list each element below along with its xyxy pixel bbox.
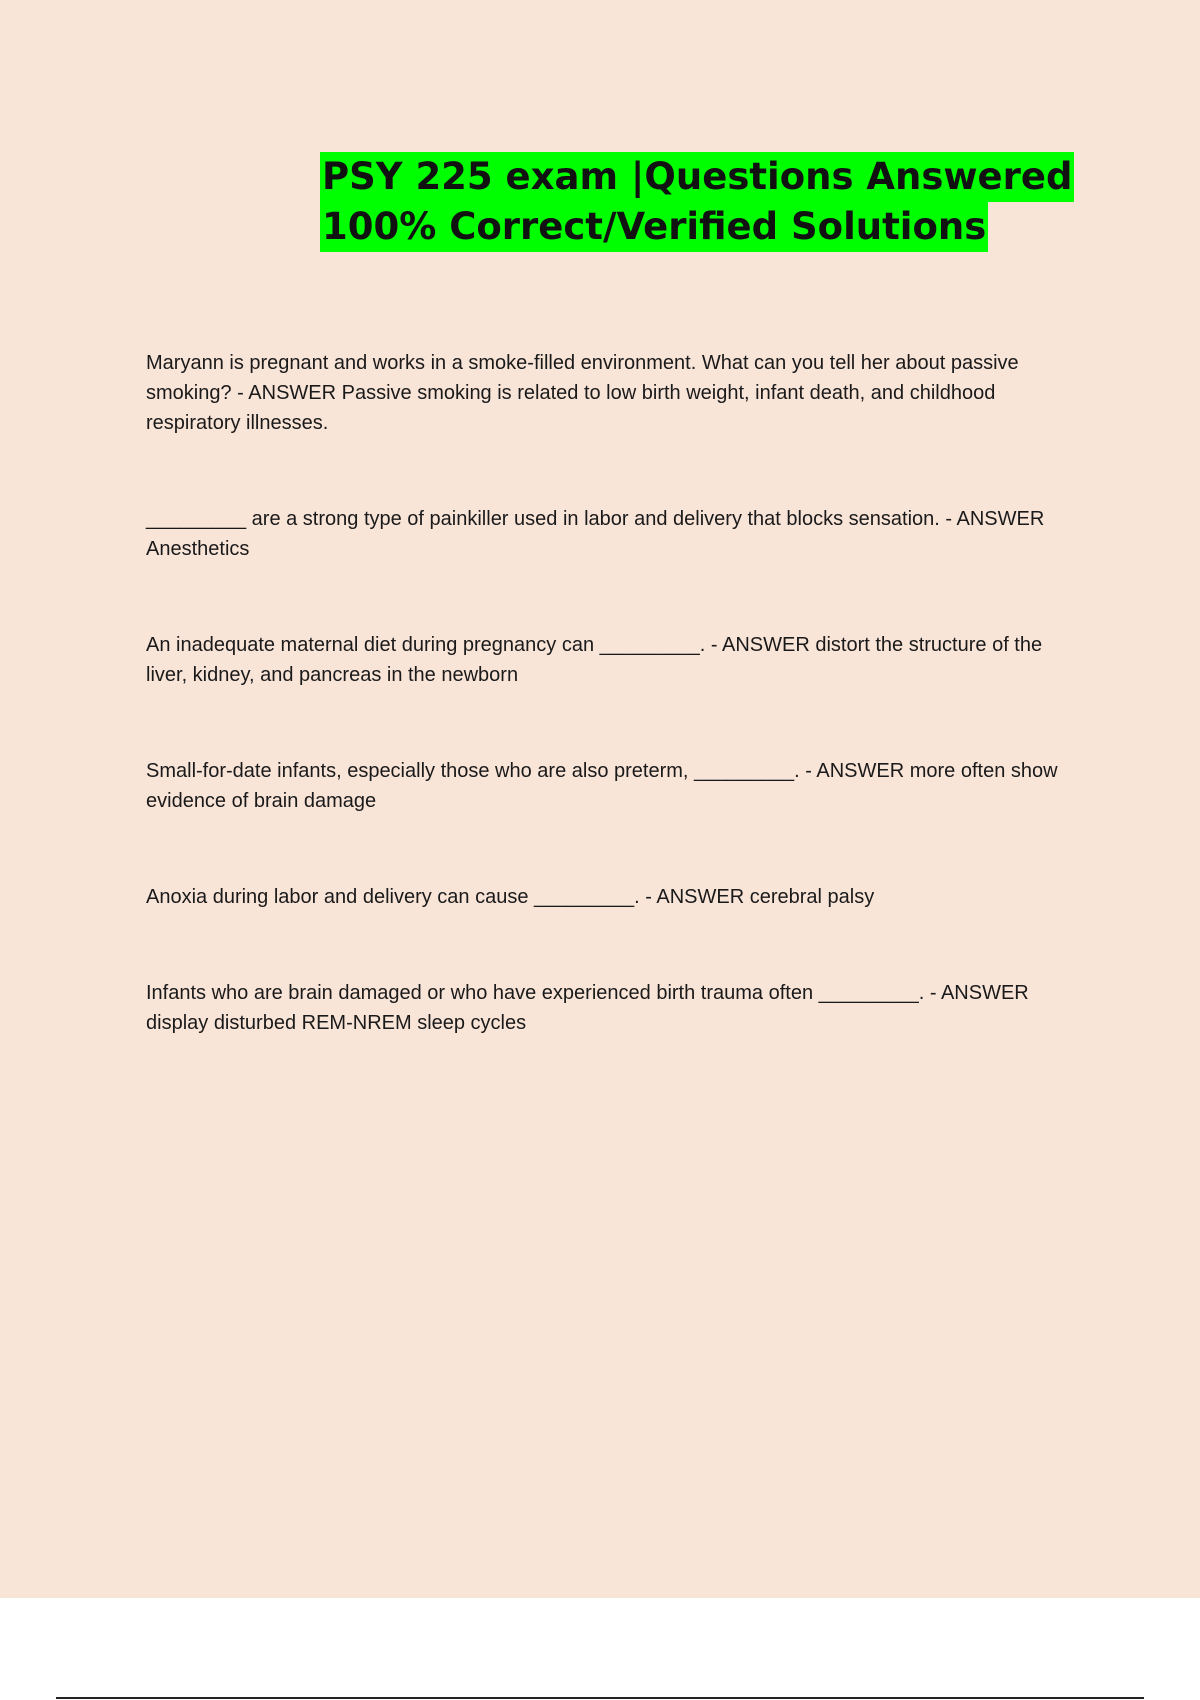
question-text: An inadequate maternal diet during pregnancy can _________. (146, 634, 706, 656)
answer-prefix: - ANSWER (639, 886, 750, 908)
answer-prefix: - ANSWER (799, 760, 910, 782)
qa-item (146, 630, 1086, 690)
question-text: Infants who are brain damaged or who have experienced birth trauma often _________. (146, 982, 925, 1004)
title-line-2: 100% Correct/Verified Solutions (320, 202, 988, 252)
question-text: Anoxia during labor and delivery can cause _________. (146, 886, 640, 908)
answer-text: cerebral palsy (749, 886, 875, 908)
answer-text: display disturbed REM-NREM sleep cycles (146, 1012, 527, 1034)
answer-prefix: - ANSWER (231, 382, 342, 404)
qa-item (146, 882, 1086, 912)
answer-text: distort the structure of the liver, kidney, and pancreas in the newborn (146, 634, 1043, 686)
question-text: _________ are a strong type of painkiller used in labor and delivery that blocks sensation. (146, 508, 940, 530)
qa-item (146, 756, 1086, 816)
qa-item (146, 504, 1086, 564)
answer-prefix: - ANSWER (939, 508, 1045, 530)
document-title (320, 152, 1073, 252)
answer-prefix: - ANSWER (705, 634, 816, 656)
footer-divider (56, 1697, 1144, 1699)
title-line-1: PSY 225 exam |Questions Answered (320, 152, 1074, 202)
question-text: Small-for-date infants, especially those who are also preterm, _________. (146, 760, 800, 782)
qa-item (146, 348, 1086, 438)
qa-list (146, 348, 1086, 1104)
answer-text: Anesthetics (146, 538, 250, 560)
answer-text: more often show evidence of brain damage (146, 760, 1058, 812)
answer-text: Passive smoking is related to low birth weight, infant death, and childhood respiratory illnesses. (146, 382, 996, 434)
answer-prefix: - ANSWER (924, 982, 1029, 1004)
qa-item (146, 978, 1086, 1038)
question-text: Maryann is pregnant and works in a smoke-filled environment. What can you tell her about passive smoking? (146, 352, 1019, 404)
